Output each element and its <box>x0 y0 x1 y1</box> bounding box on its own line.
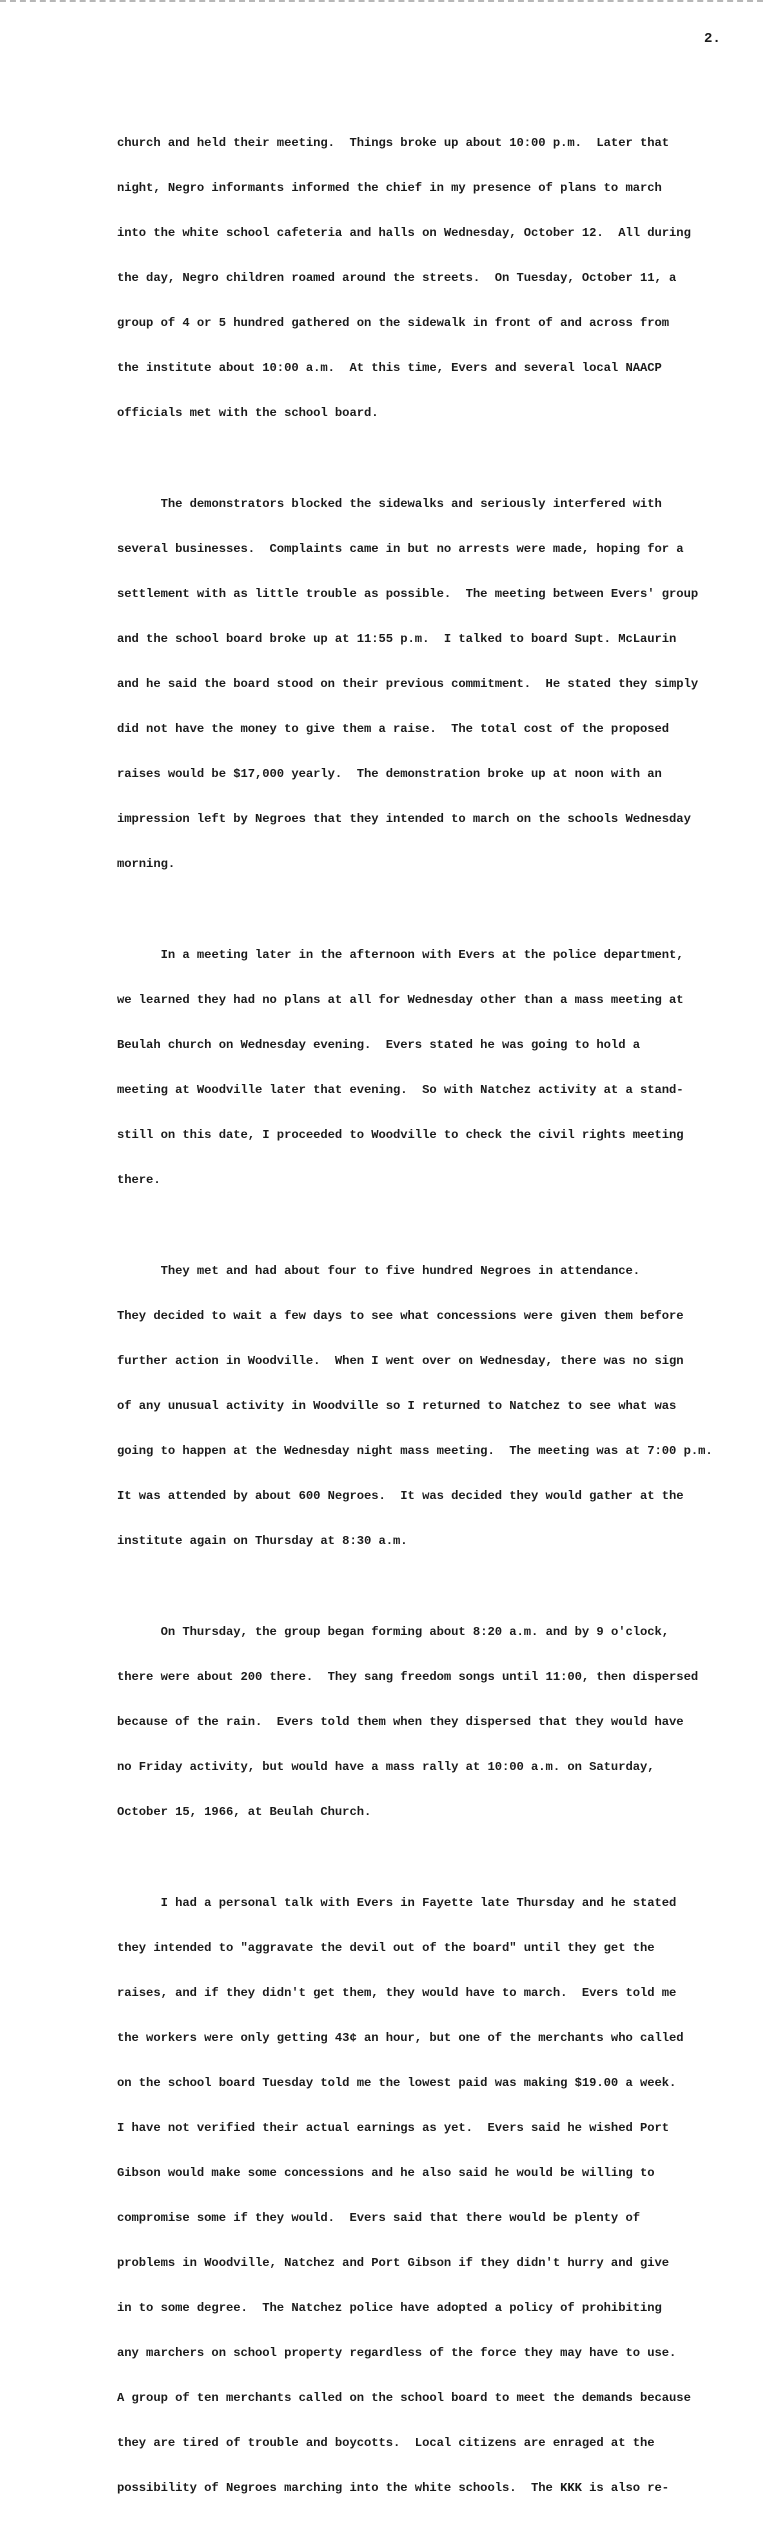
text-line: they intended to "aggravate the devil out of the board" until they get the <box>117 1941 655 1955</box>
text-line: did not have the money to give them a raise. The total cost of the proposed <box>117 722 670 736</box>
text-line: institute again on Thursday at 8:30 a.m. <box>117 1534 408 1548</box>
text-line: group of 4 or 5 hundred gathered on the sidewalk in front of and across from <box>117 316 670 330</box>
text-line: into the white school cafeteria and halls on Wednesday, October 12. All during <box>117 226 691 240</box>
paragraph-2 <box>117 467 737 902</box>
text-line: October 15, 1966, at Beulah Church. <box>117 1805 372 1819</box>
text-line: I have not verified their actual earnings as yet. Evers said he wished Port <box>117 2121 670 2135</box>
text-line: there. <box>117 1173 161 1187</box>
text-line: because of the rain. Evers told them when they dispersed that they would have <box>117 1715 684 1729</box>
text-line: It was attended by about 600 Negroes. It was decided they would gather at the <box>117 1489 684 1503</box>
text-line: the institute about 10:00 a.m. At this time, Evers and several local NAACP <box>117 361 662 375</box>
text-line: no Friday activity, but would have a mass rally at 10:00 a.m. on Saturday, <box>117 1760 655 1774</box>
text-line: the day, Negro children roamed around the streets. On Tuesday, October 11, a <box>117 271 677 285</box>
text-line: raises, and if they didn't get them, they would have to march. Evers told me <box>117 1986 677 2000</box>
page-number: 2. <box>704 31 721 47</box>
text-line: church and held their meeting. Things broke up about 10:00 p.m. Later that <box>117 136 670 150</box>
text-line: Gibson would make some concessions and he also said he would be willing to <box>117 2166 655 2180</box>
text-line: officials met with the school board. <box>117 406 379 420</box>
text-line: In a meeting later in the afternoon with Evers at the police department, <box>117 948 684 962</box>
paragraph-4 <box>117 1234 737 1579</box>
text-line: problems in Woodville, Natchez and Port Gibson if they didn't hurry and give <box>117 2256 670 2270</box>
text-line: any marchers on school property regardless of the force they may have to use. <box>117 2346 677 2360</box>
text-line: further action in Woodville. When I went over on Wednesday, there was no sign <box>117 1354 684 1368</box>
page-top-border <box>0 0 763 6</box>
document-body <box>117 106 737 2526</box>
text-line: I had a personal talk with Evers in Fayette late Thursday and he stated <box>117 1896 677 1910</box>
text-line: and he said the board stood on their previous commitment. He stated they simply <box>117 677 699 691</box>
text-line: They decided to wait a few days to see what concessions were given them before <box>117 1309 684 1323</box>
paragraph-1 <box>117 106 737 451</box>
text-line: meeting at Woodville later that evening. So with Natchez activity at a stand- <box>117 1083 684 1097</box>
text-line: settlement with as little trouble as possible. The meeting between Evers' group <box>117 587 699 601</box>
text-line: several businesses. Complaints came in but no arrests were made, hoping for a <box>117 542 684 556</box>
text-line: night, Negro informants informed the chief in my presence of plans to march <box>117 181 662 195</box>
text-line: still on this date, I proceeded to Woodville to check the civil rights meeting <box>117 1128 684 1142</box>
text-line: of any unusual activity in Woodville so I returned to Natchez to see what was <box>117 1399 677 1413</box>
text-line: possibility of Negroes marching into the white schools. The KKK is also re- <box>117 2481 670 2495</box>
paragraph-3 <box>117 918 737 1218</box>
text-line: The demonstrators blocked the sidewalks and seriously interfered with <box>117 497 662 511</box>
text-line: and the school board broke up at 11:55 p.m. I talked to board Supt. McLaurin <box>117 632 677 646</box>
paragraph-5 <box>117 1595 737 1850</box>
text-line: going to happen at the Wednesday night mass meeting. The meeting was at 7:00 p.m. <box>117 1444 713 1458</box>
text-line: impression left by Negroes that they intended to march on the schools Wednesday <box>117 812 691 826</box>
paragraph-6 <box>117 1866 737 2526</box>
text-line: there were about 200 there. They sang freedom songs until 11:00, then dispersed <box>117 1670 699 1684</box>
text-line: compromise some if they would. Evers said that there would be plenty of <box>117 2211 640 2225</box>
text-line: on the school board Tuesday told me the lowest paid was making $19.00 a week. <box>117 2076 677 2090</box>
text-line: in to some degree. The Natchez police have adopted a policy of prohibiting <box>117 2301 662 2315</box>
text-line: morning. <box>117 857 176 871</box>
text-line: they are tired of trouble and boycotts. Local citizens are enraged at the <box>117 2436 655 2450</box>
text-line: raises would be $17,000 yearly. The demonstration broke up at noon with an <box>117 767 662 781</box>
text-line: They met and had about four to five hundred Negroes in attendance. <box>117 1264 640 1278</box>
text-line: the workers were only getting 43¢ an hour, but one of the merchants who called <box>117 2031 684 2045</box>
text-line: A group of ten merchants called on the school board to meet the demands because <box>117 2391 691 2405</box>
text-line: we learned they had no plans at all for Wednesday other than a mass meeting at <box>117 993 684 1007</box>
text-line: Beulah church on Wednesday evening. Evers stated he was going to hold a <box>117 1038 640 1052</box>
text-line: On Thursday, the group began forming about 8:20 a.m. and by 9 o'clock, <box>117 1625 670 1639</box>
